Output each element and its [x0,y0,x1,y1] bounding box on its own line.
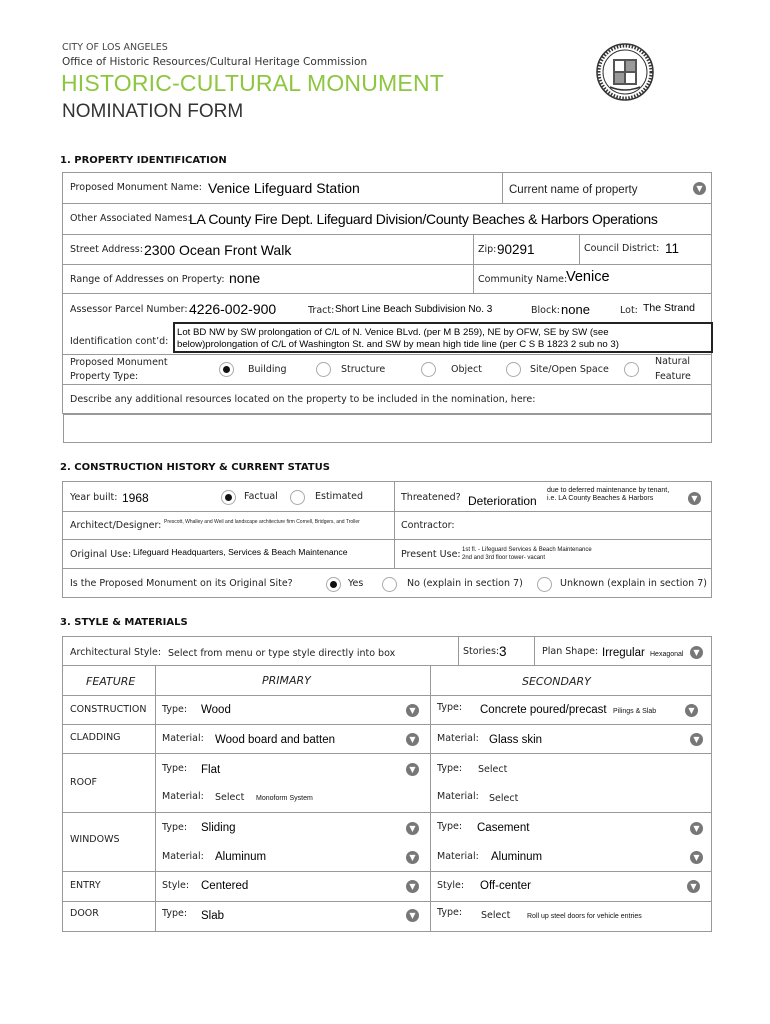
entry-primary-label: Style: [162,880,190,891]
type-site-radio[interactable] [506,362,521,377]
identification-label: Identification cont’d: [70,336,169,347]
type-building-label: Building [248,364,287,375]
cladding-secondary-input[interactable]: Glass skin [489,734,543,746]
windows-secondary-type-input[interactable]: Casement [477,822,530,834]
office-name: Office of Historic Resources/Cultural Heritage Commission [62,56,368,68]
chevron-down-icon[interactable]: ▼ [693,182,706,195]
plan-shape-label: Plan Shape: [542,646,599,657]
original-site-unknown-label: Unknown (explain in section 7) [560,578,707,589]
type-building-radio[interactable] [219,362,234,377]
present-use-line-1: 1st fl. - Lifeguard Services & Beach Maintenance [462,547,592,553]
feature-windows: WINDOWS [70,834,120,845]
monument-name-label: Proposed Monument Name: [70,182,202,193]
door-secondary-extra: Roll up steel doors for vehicle entries [527,913,642,920]
street-address-label: Street Address: [70,244,143,255]
windows-primary-type-label: Type: [162,822,188,833]
cladding-secondary-chevron-icon[interactable]: ▼ [690,733,703,746]
section-3-frame [62,636,712,932]
entry-secondary-chevron-icon[interactable]: ▼ [687,880,700,893]
door-primary-chevron-icon[interactable]: ▼ [406,909,419,922]
community-name-label: Community Name: [478,274,568,285]
cladding-primary-chevron-icon[interactable]: ▼ [406,733,419,746]
roof-secondary-type-label: Type: [437,763,463,774]
identification-input[interactable] [173,322,713,353]
arch-style-label: Architectural Style: [70,647,162,658]
other-names-input[interactable]: LA County Fire Dept. Lifeguard Division/County Beaches & Harbors Operations [189,211,658,227]
city-seal-icon [596,43,654,101]
section-3-heading: 3. STYLE & MATERIALS [60,617,188,628]
col-feature-header: FEATURE [86,675,136,688]
zip-input[interactable]: 90291 [497,242,535,257]
windows-primary-material-chevron-icon[interactable]: ▼ [406,851,419,864]
windows-primary-material-input[interactable]: Aluminum [215,851,267,863]
estimated-label: Estimated [315,491,363,502]
type-site-label: Site/Open Space [530,364,609,375]
entry-primary-chevron-icon[interactable]: ▼ [406,880,419,893]
threatened-label: Threatened? [401,492,461,503]
tract-input[interactable]: Short Line Beach Subdivision No. 3 [335,304,493,315]
city-name: CITY OF LOS ANGELES [62,42,168,53]
plan-shape-chevron-icon[interactable]: ▼ [690,646,703,659]
door-primary-input[interactable]: Slab [201,910,225,922]
threatened-chevron-icon[interactable]: ▼ [688,492,701,505]
col-secondary-header: SECONDARY [522,675,591,688]
council-district-label: Council District: [584,243,660,254]
construction-primary-label: Type: [162,704,188,715]
roof-primary-material-input[interactable]: Select [215,792,245,803]
threatened-input[interactable]: Deterioration [468,494,537,508]
entry-secondary-input[interactable]: Off-center [480,880,531,892]
form-title: HISTORIC-CULTURAL MONUMENT [61,70,445,96]
windows-secondary-material-label: Material: [437,851,479,862]
year-built-input[interactable]: 1968 [122,491,149,505]
roof-secondary-material-label: Material: [437,791,479,802]
additional-resources-input[interactable] [63,414,712,443]
roof-primary-type-input[interactable]: Flat [201,764,221,776]
identification-line-2: below)prolongation of C/L of Washington St. and SW by mean high tide line (per C S B 1823 2 sub no 3) [177,339,619,350]
year-built-label: Year built: [70,492,118,503]
address-range-input[interactable]: none [229,270,261,286]
door-primary-label: Type: [162,908,188,919]
feature-entry: ENTRY [70,880,101,891]
windows-primary-type-chevron-icon[interactable]: ▼ [406,822,419,835]
plan-shape-input[interactable]: Irregular [602,647,645,659]
feature-cladding: CLADDING [70,732,121,743]
cladding-primary-label: Material: [162,733,204,744]
identification-line-1: Lot BD NW by SW prolongation of C/L of N. Venice BLvd. (per M B 259), NE by OFW, SE by SW (see [177,327,609,338]
block-input[interactable]: none [561,302,590,317]
roof-secondary-type-input[interactable]: Select [478,764,508,775]
name-type-value: Current name of property [509,184,638,196]
type-natural-label-2: Feature [655,371,691,382]
lot-input[interactable]: The Strand [643,302,695,314]
windows-primary-type-input[interactable]: Sliding [201,822,236,834]
present-use-line-2: 2nd and 3rd floor tower- vacant [462,555,546,561]
windows-secondary-material-chevron-icon[interactable]: ▼ [690,851,703,864]
roof-primary-type-chevron-icon[interactable]: ▼ [406,763,419,776]
windows-secondary-material-input[interactable]: Aluminum [491,851,543,863]
architect-label: Architect/Designer: [70,520,162,531]
threatened-note: due to deferred maintenance by tenant, i.e. LA County Beaches & Harbors [547,487,670,502]
original-use-label: Original Use: [70,549,132,560]
monument-name-input[interactable]: Venice Lifeguard Station [208,180,360,196]
address-range-label: Range of Addresses on Property: [70,274,225,285]
original-site-unknown-radio[interactable] [537,577,552,592]
construction-secondary-chevron-icon[interactable]: ▼ [685,704,698,717]
cladding-primary-input[interactable]: Wood board and batten [215,734,335,746]
apn-label: Assessor Parcel Number: [70,304,188,315]
col-primary-header: PRIMARY [262,674,311,687]
windows-primary-material-label: Material: [162,851,204,862]
additional-resources-label: Describe any additional resources located on the property to be included in the nomination, here: [70,394,536,405]
form-subtitle: NOMINATION FORM [62,101,244,122]
roof-secondary-material-input[interactable]: Select [489,793,519,804]
type-object-radio[interactable] [421,362,436,377]
section-1-heading: 1. PROPERTY IDENTIFICATION [60,155,227,166]
street-address-input[interactable]: 2300 Ocean Front Walk [144,242,292,258]
original-use-input[interactable]: Lifeguard Headquarters, Services & Beach Maintenance [133,547,348,557]
other-names-label: Other Associated Names: [70,213,191,224]
original-site-yes-radio[interactable] [326,577,341,592]
type-structure-label: Structure [341,364,386,375]
construction-primary-input[interactable]: Wood [201,704,231,716]
door-secondary-input[interactable]: Select [481,910,511,921]
door-secondary-label: Type: [437,907,463,918]
construction-secondary-label: Type: [437,702,463,713]
entry-secondary-label: Style: [437,880,465,891]
original-site-label: Is the Proposed Monument on its Original Site? [70,578,293,589]
roof-primary-type-label: Type: [162,763,188,774]
construction-primary-chevron-icon[interactable]: ▼ [406,704,419,717]
windows-secondary-type-chevron-icon[interactable]: ▼ [690,822,703,835]
feature-construction: CONSTRUCTION [70,704,147,715]
lot-label: Lot: [620,305,638,316]
section-2-heading: 2. CONSTRUCTION HISTORY & CURRENT STATUS [60,462,330,473]
community-name-input[interactable]: Venice [566,269,610,285]
zip-label: Zip: [478,244,497,255]
type-natural-label-1: Natural [655,356,691,367]
roof-primary-material-extra: Monoform System [256,795,313,802]
plan-shape-extra: Hexagonal [650,651,684,658]
name-type-select[interactable] [503,173,711,203]
type-structure-radio[interactable] [316,362,331,377]
type-natural-radio[interactable] [624,362,639,377]
feature-door: DOOR [70,908,99,919]
arch-style-input[interactable]: Select from menu or type style directly into box [168,648,396,659]
original-site-yes-label: Yes [348,578,364,589]
construction-secondary-extra: Pilings & Slab [613,708,657,715]
estimated-radio[interactable] [290,490,305,505]
type-object-label: Object [451,364,482,375]
present-use-label: Present Use: [401,549,461,560]
property-type-label-1: Proposed Monument [70,357,168,368]
apn-input[interactable]: 4226-002-900 [189,301,277,317]
stories-label: Stories: [463,646,500,657]
architect-input[interactable]: Prescott, Whalley and Weil and landscape architecture firm Cornell, Bridgers, and Troller [164,519,360,525]
cladding-secondary-label: Material: [437,733,479,744]
present-use-input[interactable] [462,546,592,562]
construction-secondary-input[interactable]: Concrete poured/precast [480,704,607,716]
windows-secondary-type-label: Type: [437,821,463,832]
entry-primary-input[interactable]: Centered [201,880,249,892]
property-type-label-2: Property Type: [70,371,139,382]
council-district-input[interactable]: 11 [665,241,680,256]
contractor-label: Contractor: [401,520,455,531]
factual-radio[interactable] [221,490,236,505]
feature-roof: ROOF [70,777,98,788]
factual-label: Factual [244,491,278,502]
original-site-no-radio[interactable] [382,577,397,592]
original-site-no-label: No (explain in section 7) [407,578,523,589]
block-label: Block: [531,305,560,316]
stories-input[interactable]: 3 [499,644,507,659]
tract-label: Tract: [308,305,335,316]
roof-primary-material-label: Material: [162,791,204,802]
